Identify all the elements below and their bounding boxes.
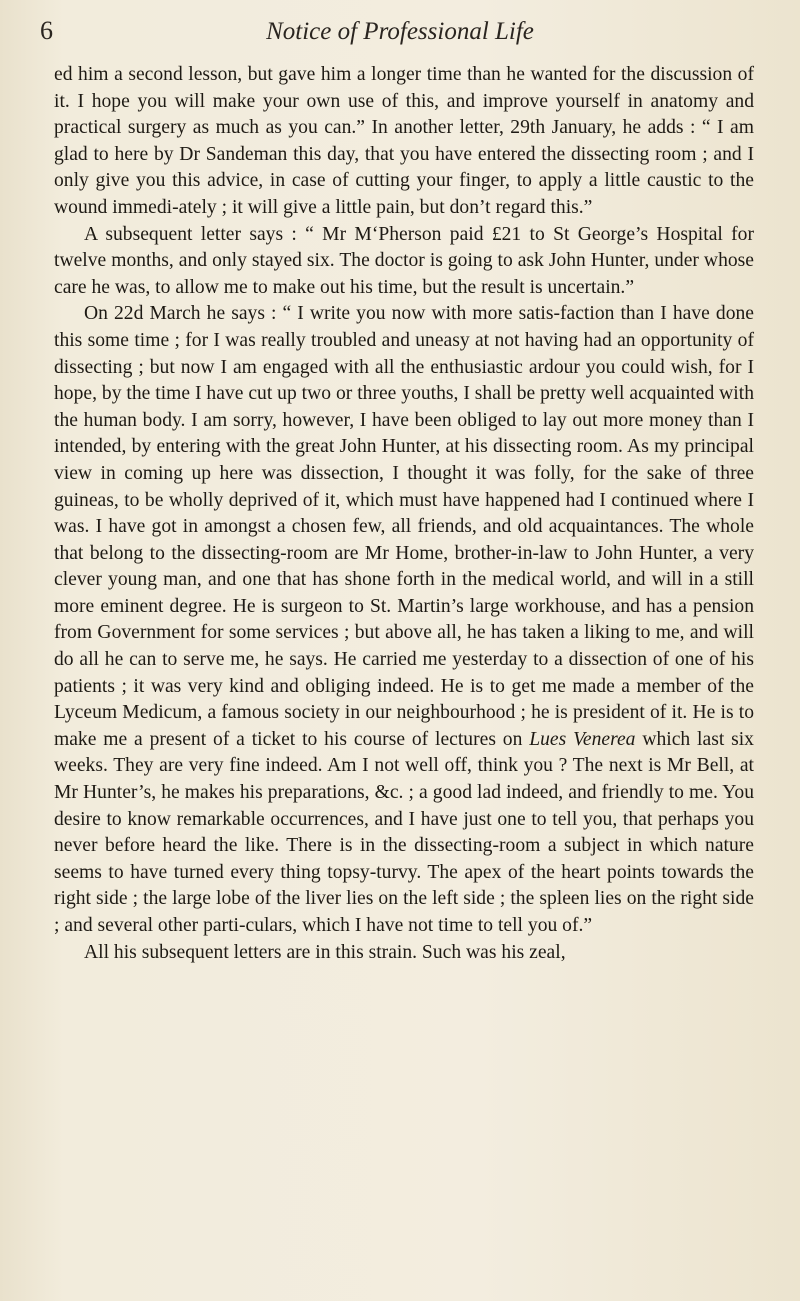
paragraph-3-part-a: On 22d March he says : “ I write you now with more satis-faction than I have done this some time ; for I was really troubled and uneasy at not having had an opportunity of dissecting ; but now I am engaged with all the enthusiastic ardour you could wish, for I hope, by the time I have cut up two or three youths, I shall be pretty well acquainted with the human body. I am sorry, however, I have been obliged to lay out more money than I intended, by entering with the great John Hunter, at his dissecting room. As my principal view in coming up here was dissection, I thought it was folly, for the sake of three guineas, to be wholly deprived of it, which must have happened had I continued where I was. I have got in amongst a chosen few, all friends, and old acquaintances. The whole that belong to the dissecting-room are Mr Home, brother-in-law to John Hunter, a very clever young man, and one that has shone forth in the medical world, and will in a still more eminent degree. He is surgeon to St. Martin’s large workhouse, and has a pension from Government for some services ; but above all, he has taken a liking to me, and will do all he can to serve me, he says. He carried me yesterday to a dissection of one of his patients ; it was very kind and obliging indeed. He is to get me made a member of the Lyceum Medicum, a famous society in our neighbourhood ; he is president of it. He is to make me a present of a ticket to his course of lectures on [54,303,754,750]
paragraph-3-part-b: which last six weeks. They are very fine indeed. Am I not well off, think you ? The next is Mr Bell, at Mr Hunter’s, he makes his preparations, &c. ; a good lad indeed, and friendly to me. You desire to know remarkable occurrences, and I have just one to tell you, that perhaps you never before heard the like. There is in the dissecting-room a subject in which nature seems to have turned every thing topsy-turvy. The apex of the heart points towards the right side ; the large lobe of the liver lies on the left side ; the spleen lies on the right side ; and several other parti-culars, which I have not time to tell you of.” [54,728,754,936]
page-number: 6 [40,16,53,45]
running-title: Notice of Professional Life [266,18,534,45]
paragraph-4: All his subsequent letters are in this strain. Such was his zeal, [84,941,566,963]
paragraph-3 [54,301,754,939]
paragraph-1: ed him a second lesson, but gave him a longer time than he wanted for the discussion of it. I hope you will make your own use of this, and improve yourself in anatomy and practical surgery as much as you can.” In another letter, 29th January, he adds : “ I am glad to here by Dr Sandeman this day, that you have entered the dissecting room ; and I only give you this advice, in case of cutting your finger, to apply a little caustic to the wound immedi-ately ; it will give a little pain, but don’t regard this.” [54,64,754,218]
page-header [40,16,760,50]
paragraph-3-italic-title: Lues Venerea [529,728,636,750]
paragraph-2: A subsequent letter says : “ Mr M‘Pherson paid £21 to St George’s Hospital for twelve months, and only stayed six. The doctor is going to ask John Hunter, under whose care he was, to allow me to make out his time, but the result is uncertain.” [54,223,754,298]
body-text [54,62,754,966]
